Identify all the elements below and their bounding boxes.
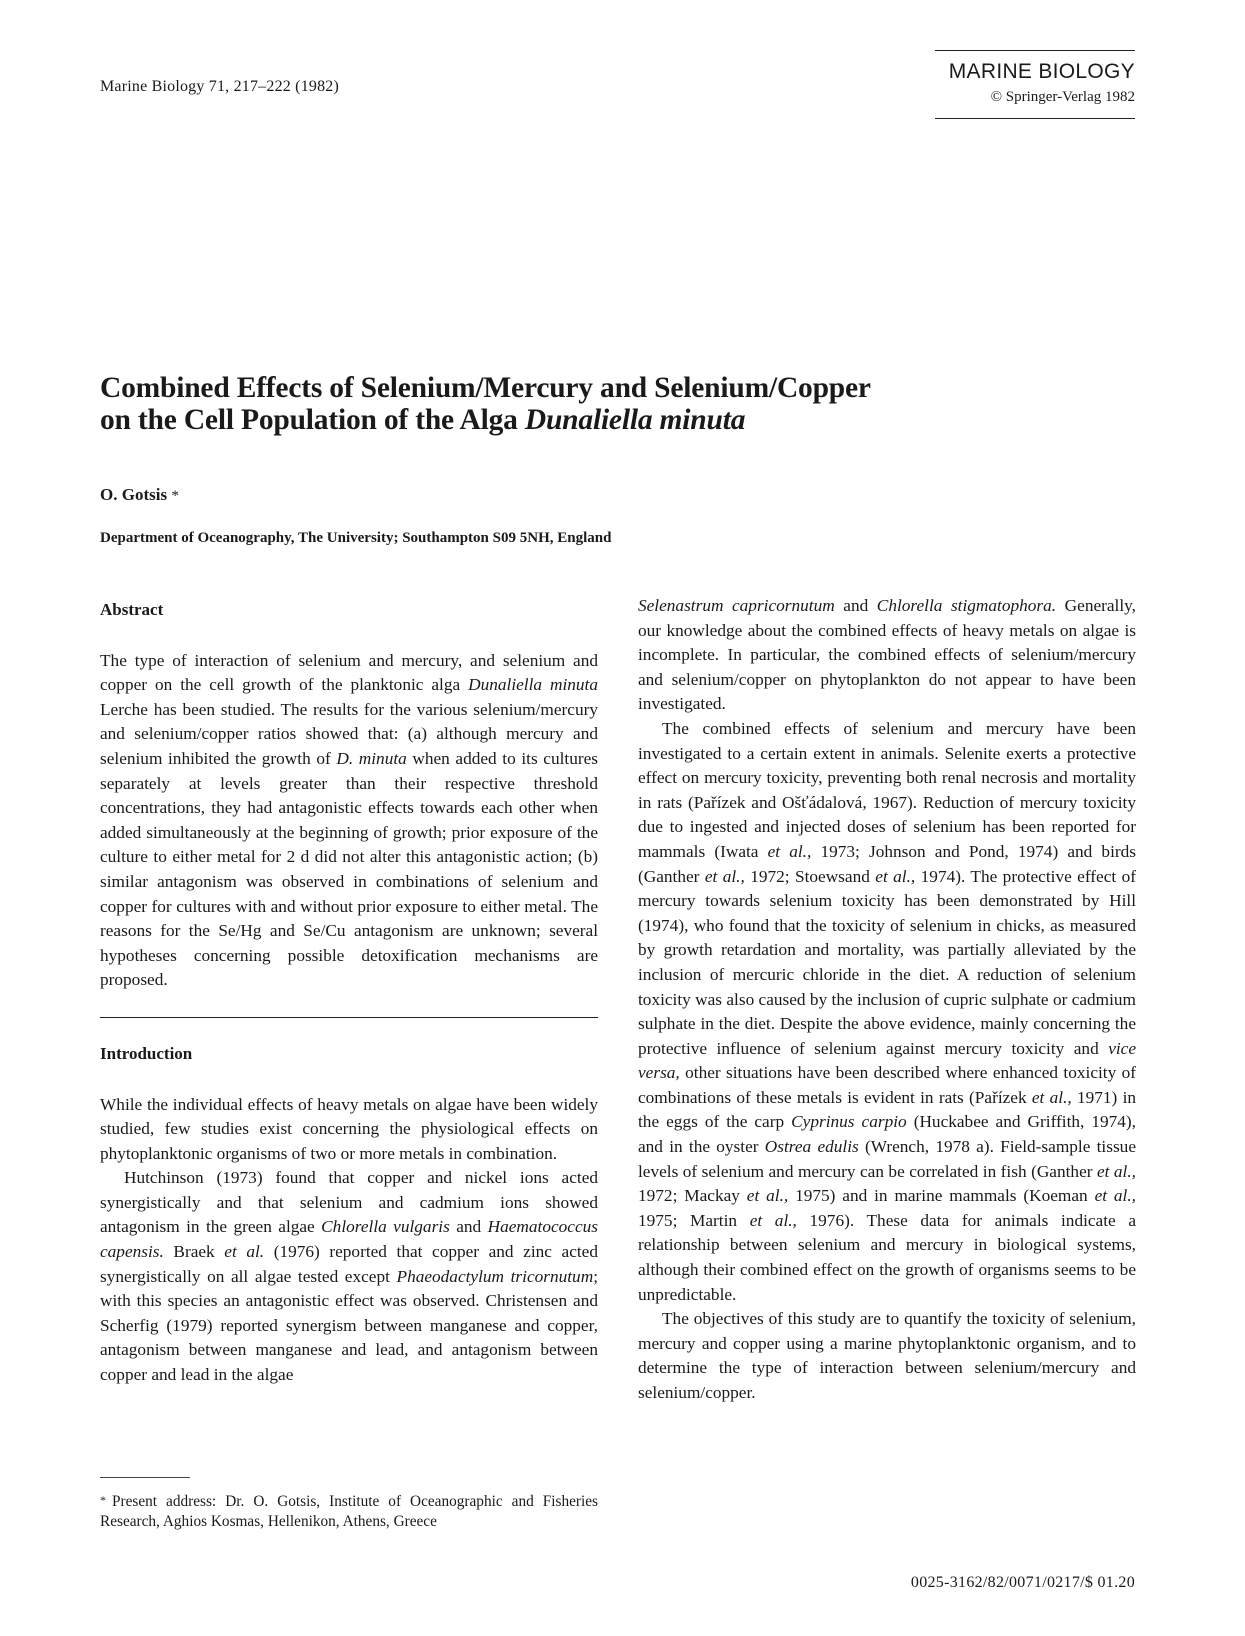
intro-text: ; with this species an antagonistic effect was observed. Christensen and Scherfig (1979) reported synergism between manganese and copper, antagonism between manganese and lead, and antagonism between copper and lead in the algae bbox=[100, 1266, 598, 1385]
intro-etal: et al., bbox=[704, 866, 745, 886]
intro-text: 1972; Stoewsand bbox=[744, 866, 876, 886]
title-line-2-text: on the Cell Population of the Alga bbox=[100, 404, 525, 436]
footnote-text: Present address: Dr. O. Gotsis, Institute of Oceanographic and Fisheries Research, Aghios Kosmas, Hellenikon, Athens, Greece bbox=[100, 1493, 598, 1530]
issn-code: 0025-3162/82/0071/0217/$ 01.20 bbox=[910, 1574, 1135, 1591]
intro-text: 1972; Mackay bbox=[638, 1186, 747, 1206]
abstract-species: D. minuta bbox=[336, 748, 407, 768]
intro-etal: et al., bbox=[1094, 1186, 1136, 1206]
intro-etal: et al., bbox=[1031, 1087, 1072, 1107]
masthead-bottom-rule bbox=[935, 118, 1135, 119]
right-column bbox=[638, 594, 1136, 1406]
intro-species: Chlorella vulgaris bbox=[321, 1217, 450, 1237]
intro-text: Hutchinson (1973) found that copper and nickel ions acted synergistically and that selenium and cadmium ions showed antagonism in the green algae bbox=[100, 1168, 598, 1237]
intro-paragraph-3 bbox=[638, 717, 1136, 1307]
intro-italic: vice versa, bbox=[638, 1038, 1136, 1083]
introduction-heading: Introduction bbox=[100, 1043, 193, 1063]
intro-species: Haematococcus capensis. bbox=[100, 1217, 598, 1262]
intro-species: Phaeodactylum tricornutum bbox=[396, 1266, 594, 1286]
abstract-heading: Abstract bbox=[100, 600, 164, 619]
section-divider bbox=[100, 1017, 598, 1018]
footnote bbox=[100, 1490, 598, 1532]
intro-text: Braek bbox=[163, 1242, 225, 1262]
intro-text: (1976) reported that copper and zinc acted synergistically on all algae tested except bbox=[100, 1242, 598, 1286]
author-line bbox=[100, 485, 179, 505]
abstract-text: Lerche has been studied. The results for the various selenium/mercury and selenium/copper ratios showed that: (a) although mercury and selenium inhibited the growth of bbox=[100, 699, 598, 768]
intro-text: (Huckabee and Griffith, 1974), and in the oyster bbox=[638, 1112, 1136, 1157]
intro-text: Generally, our knowledge about the combined effects of heavy metals on algae is incomplete. In particular, the combined effects of selenium/mercury and selenium/copper on phytoplankton do not appear to have been investigated. bbox=[638, 596, 1136, 714]
intro-paragraph-4: The objectives of this study are to quantify the toxicity of selenium, mercury and copper using a marine phytoplanktonic organism, and to determine the type of interaction between selenium/mercury and selenium/copper. bbox=[638, 1309, 1136, 1402]
intro-paragraph-1: While the individual effects of heavy metals on algae have been widely studied, few studies exist concerning the physiological effects on phytoplanktonic organisms of two or more metals in combination. bbox=[100, 1094, 598, 1163]
left-column bbox=[100, 598, 598, 1388]
intro-species: Cyprinus carpio bbox=[791, 1112, 907, 1132]
intro-etal: et al. bbox=[224, 1242, 265, 1262]
intro-text: The combined effects of selenium and mercury have been investigated to a certain extent in animals. Selenite exerts a protective effect on mercury toxicity, preventing both renal necrosis and mortality in rats (Pařízek and Ošťádalová, 1967). Reduction of mercury toxicity due to ingested and injected doses of selenium has been reported for mammals (Iwata bbox=[638, 718, 1136, 861]
masthead-top-rule bbox=[935, 50, 1135, 51]
intro-etal: et al., bbox=[746, 1186, 789, 1206]
intro-text: 1974). The protective effect of mercury towards selenium toxicity has been demonstrated by Hill (1974), who found that the toxicity of selenium in chicks, as measured by growth retardation and mortality, was partially alleviated by the inclusion of mercuric chloride in the diet. A reduction of selenium toxicity was also caused by the inclusion of cupric sulphate or cadmium sulphate in the diet. Despite the above evidence, mainly concerning the protective influence of selenium against mercury toxicity and bbox=[638, 866, 1136, 1058]
intro-text: other situations have been described where enhanced toxicity of combinations of these metals is evident in rats (Pařízek bbox=[638, 1063, 1136, 1107]
title-line-2 bbox=[100, 404, 1000, 436]
intro-etal: et al., bbox=[767, 841, 812, 861]
intro-paragraph-2 bbox=[100, 1166, 598, 1387]
intro-etal: et al., bbox=[749, 1210, 797, 1230]
article-title bbox=[100, 372, 1000, 436]
intro-text: and bbox=[449, 1217, 488, 1237]
intro-species: Chlorella stigmatophora. bbox=[876, 596, 1057, 615]
intro-text: 1971) in the eggs of the carp bbox=[638, 1087, 1137, 1132]
publisher-copyright: © Springer-Verlag 1982 bbox=[990, 89, 1135, 105]
abstract-species: Dunaliella minuta bbox=[468, 675, 598, 695]
intro-paragraph-2-continued bbox=[638, 594, 1136, 717]
intro-etal: et al., bbox=[1096, 1161, 1136, 1181]
footnote-rule bbox=[100, 1477, 190, 1478]
intro-text: (Wrench, 1978 a). Field-sample tissue levels of selenium and mercury can be correlated in fish (Ganther bbox=[638, 1137, 1136, 1181]
author-affiliation: Department of Oceanography, The University; Southampton S09 5NH, England bbox=[100, 530, 612, 546]
footnote-mark: * bbox=[100, 1493, 106, 1507]
journal-name: MARINE BIOLOGY bbox=[948, 60, 1135, 83]
abstract-text: The type of interaction of selenium and mercury, and selenium and copper on the cell growth of the planktonic alga bbox=[100, 650, 598, 695]
intro-etal: et al., bbox=[875, 866, 916, 886]
intro-text: 1975; Martin bbox=[638, 1210, 750, 1230]
abstract-text: when added to its cultures separately at levels greater than their respective threshold concentrations, they had antagonistic effects towards each other when added simultaneously at the beginning of growth; prior exposure of the culture to either metal for 2 d did not alter this antagonistic action; (b) similar antagonism was observed in combinations of selenium and copper for cultures with and without prior exposure to either metal. The reasons for the Se/Hg and Se/Cu antagonism are unknown; several hypotheses concerning possible detoxification mechanisms are proposed. bbox=[100, 748, 598, 990]
intro-species: Selenastrum capricornutum bbox=[638, 596, 835, 615]
journal-citation: Marine Biology 71, 217–222 (1982) bbox=[100, 78, 340, 95]
title-line-1: Combined Effects of Selenium/Mercury and Selenium/Copper bbox=[100, 372, 871, 404]
author-name: O. Gotsis bbox=[100, 485, 168, 504]
author-footnote-mark: * bbox=[171, 488, 179, 504]
title-species: Dunaliella minuta bbox=[524, 404, 746, 436]
intro-text: 1973; Johnson and Pond, 1974) and birds (Ganther bbox=[638, 841, 1136, 886]
intro-text: 1975) and in marine mammals (Koeman bbox=[788, 1186, 1095, 1206]
abstract-paragraph bbox=[100, 649, 598, 993]
journal-masthead bbox=[935, 50, 1135, 119]
intro-text: 1976). These data for animals indicate a relationship between selenium and mercury in biological systems, although their combined effect on the growth of organisms seems to be unpredictable. bbox=[638, 1210, 1137, 1304]
intro-species: Ostrea edulis bbox=[764, 1137, 859, 1157]
intro-text: and bbox=[834, 596, 877, 615]
